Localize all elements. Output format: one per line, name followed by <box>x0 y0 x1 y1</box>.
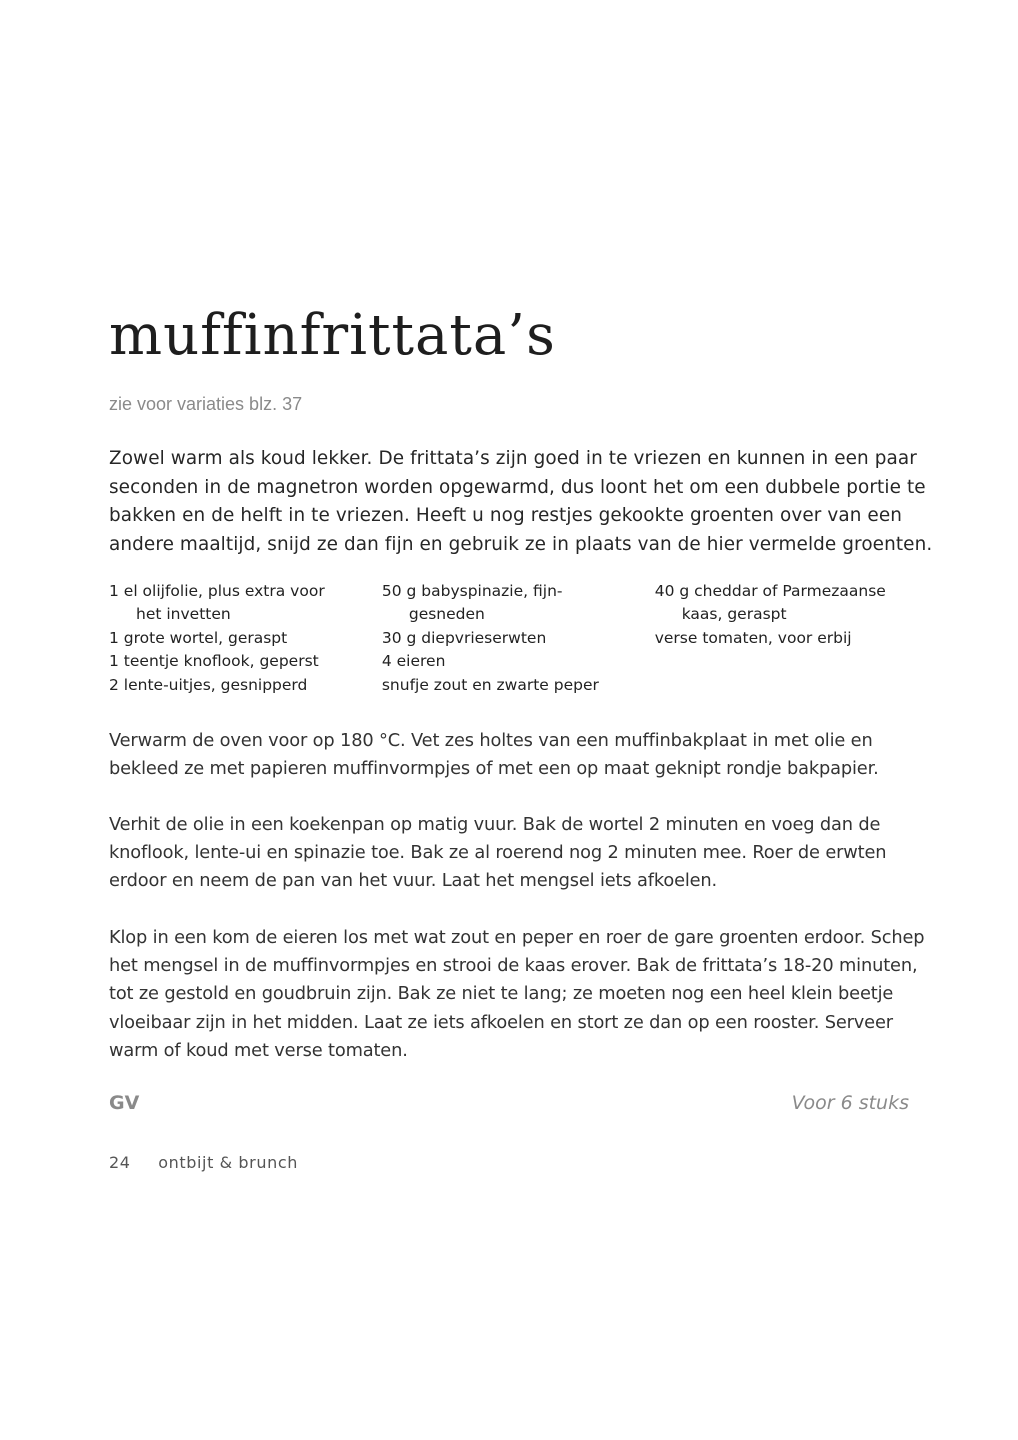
ingredient-text-continued: kaas, geraspt <box>681 605 787 624</box>
ingredient-item <box>109 580 382 627</box>
ingredient-item: 4 eieren <box>381 652 446 671</box>
variations-reference: zie voor variaties blz. 37 <box>109 394 303 414</box>
ingredient-item: snufje zout en zwarte peper <box>381 675 599 694</box>
intro-line: andere maaltijd, snijd ze dan fijn en gebruik ze in plaats van de hier vermelde groenten. <box>109 533 933 555</box>
intro-line: bakken en de helft in te vriezen. Heeft u nog restjes gekookte groenten over van een <box>109 505 902 526</box>
method-line: knoflook, lente-ui en spinazie toe. Bak ze al roerend nog 2 minuten mee. Roer de erwten <box>109 842 887 864</box>
ingredient-item <box>382 580 655 627</box>
recipe-footer <box>109 1092 909 1120</box>
ingredients-list <box>109 580 909 697</box>
page-folio <box>109 1153 298 1172</box>
ingredient-item: 1 grote wortel, geraspt <box>109 628 288 647</box>
ingredient-item: 2 lente-uitjes, gesnipperd <box>109 675 308 694</box>
ingredient-item <box>655 580 909 627</box>
ingredients-column-1 <box>109 580 382 697</box>
method-line: tot ze gestold en goudbruin zijn. Bak ze niet te lang; ze moeten nog een heel klein beetje <box>109 983 894 1005</box>
method-line: Verwarm de oven voor op 180 °C. Vet zes holtes van een muffinbakplaat in met olie en <box>109 730 873 751</box>
diet-tag: GV <box>109 1092 140 1114</box>
intro-line: seconden in de magnetron worden opgewarmd, dus loont het om een dubbele portie te <box>109 476 926 498</box>
method-step-1 <box>109 727 879 783</box>
ingredients-column-3 <box>655 580 909 697</box>
ingredient-text-continued: het invetten <box>136 605 231 624</box>
ingredients-column-2 <box>382 580 655 697</box>
ingredient-item: 1 teentje knoflook, geperst <box>109 652 319 671</box>
method-step-3 <box>109 924 924 1065</box>
ingredient-text-continued: gesneden <box>408 605 485 624</box>
method-line: het mengsel in de muffinvormpjes en strooi de kaas erover. Bak de frittata’s 18-20 minuten, <box>109 955 918 977</box>
page-number: 24 <box>109 1153 131 1172</box>
intro-line: Zowel warm als koud lekker. De frittata’s zijn goed in te vriezen en kunnen in een paar <box>109 448 917 469</box>
recipe-yield: Voor 6 stuks <box>791 1092 909 1114</box>
ingredient-text: 50 g babyspinazie, fijn- <box>381 582 563 600</box>
ingredient-text: 40 g cheddar of Parmezaanse <box>654 582 886 600</box>
method-line: Klop in een kom de eieren los met wat zout en peper en roer de gare groenten erdoor. Schep <box>109 927 925 948</box>
method-step-2 <box>109 811 886 896</box>
ingredient-item: verse tomaten, voor erbij <box>654 628 852 647</box>
method-line: bekleed ze met papieren muffinvormpjes of met een op maat geknipt rondje bakpapier. <box>109 758 879 780</box>
ingredient-text: 1 el olijfolie, plus extra voor <box>109 582 325 600</box>
ingredient-item: 30 g diepvrieserwten <box>381 628 547 647</box>
recipe-intro <box>109 445 933 559</box>
section-name: ontbijt & brunch <box>158 1153 298 1172</box>
method-line: vloeibaar zijn in het midden. Laat ze iets afkoelen en stort ze dan op een rooster. Serveer <box>109 1011 893 1033</box>
method-line: erdoor en neem de pan van het vuur. Laat het mengsel iets afkoelen. <box>109 870 718 892</box>
method-line: warm of koud met verse tomaten. <box>109 1039 408 1061</box>
recipe-title: muffinfrittata’s <box>109 303 556 368</box>
method-line: Verhit de olie in een koekenpan op matig vuur. Bak de wortel 2 minuten en voeg dan de <box>109 814 881 835</box>
